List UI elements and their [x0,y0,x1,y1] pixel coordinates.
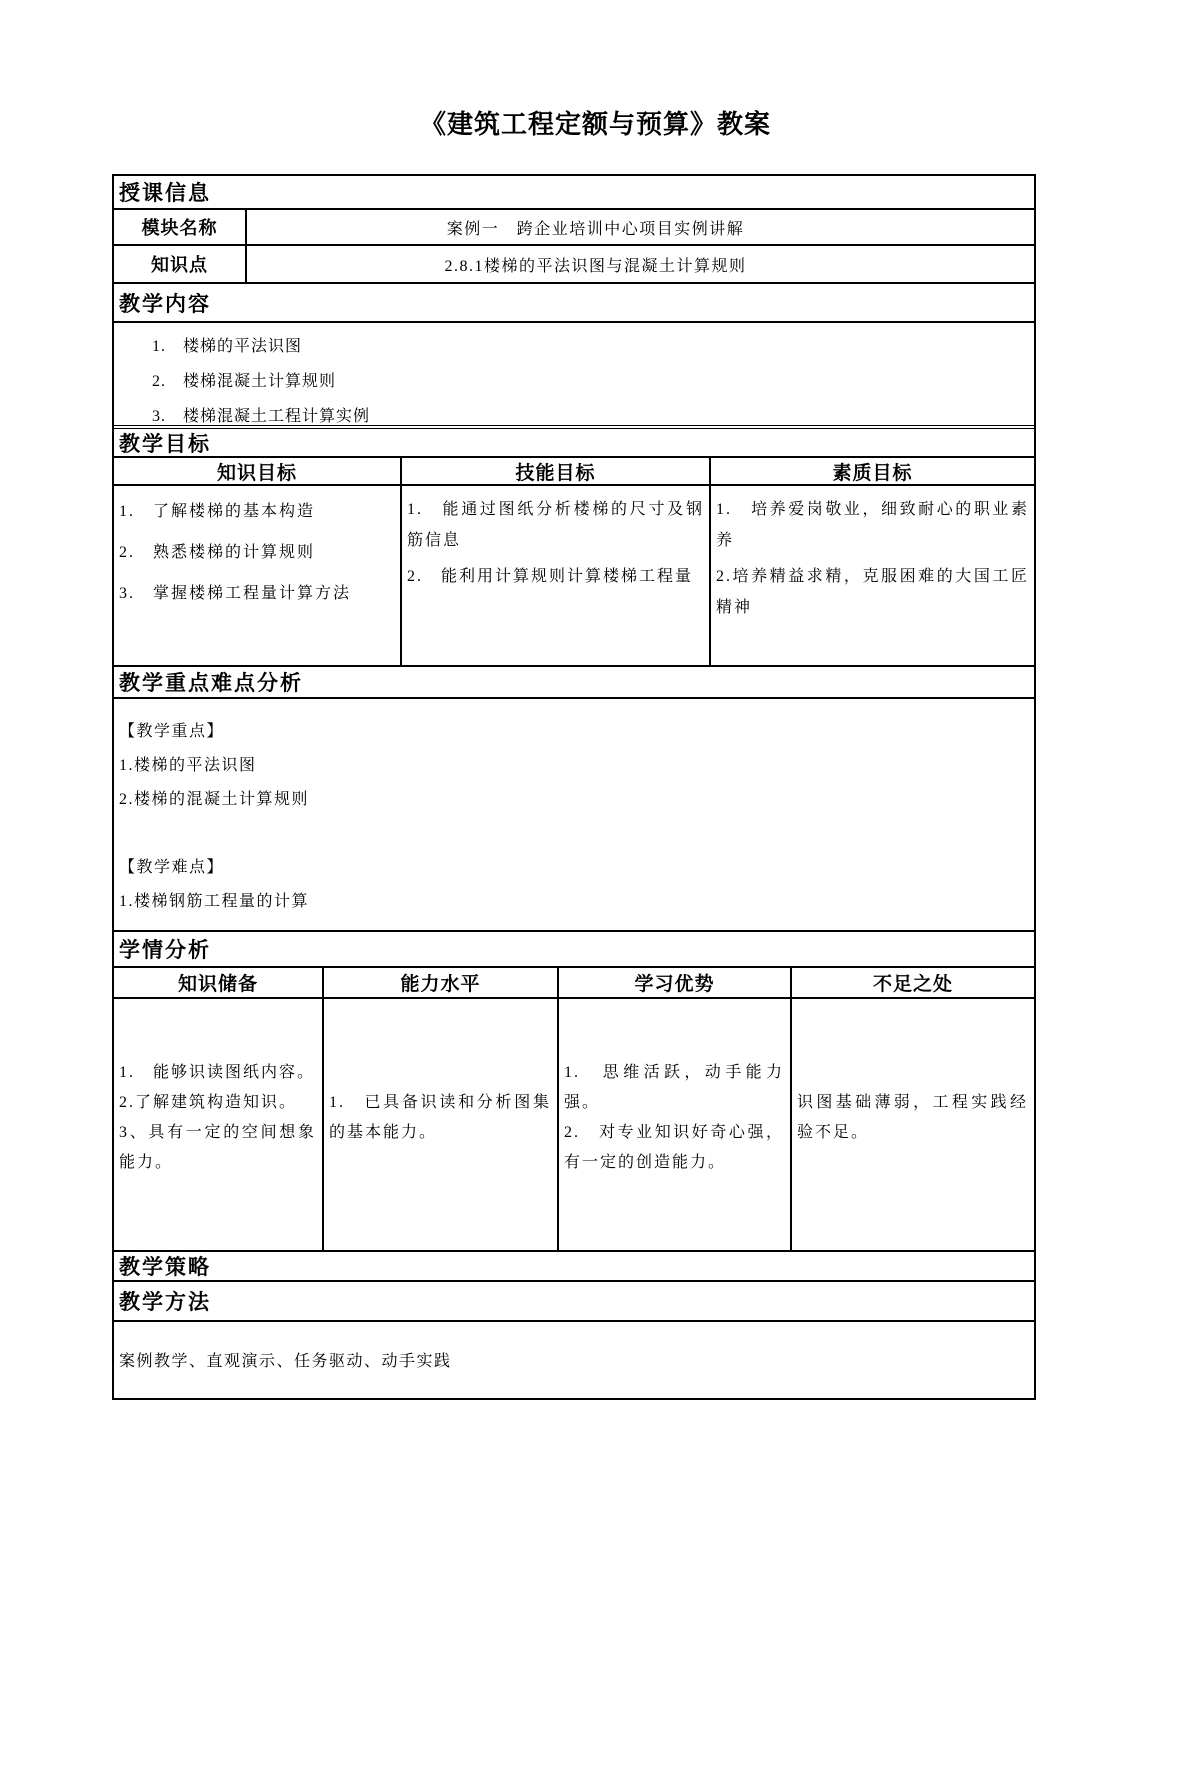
key-difficulty-content-row [114,697,1034,930]
learner-column-header-row [114,966,1034,997]
section-row-teaching-strategy [114,1250,1034,1280]
learner-col-header-strength: 学习优势 [557,968,790,997]
learner-col-header-weakness: 不足之处 [790,968,1034,997]
knowledge-goal-item-2: 2. 熟悉楼梯的计算规则 [119,544,316,561]
knowledge-base-item-1: 1. 能够识读图纸内容。 [119,1063,316,1081]
quality-goal-item-1: 1. 培养爱岗敬业，细致耐心的职业素养 [716,501,1029,549]
teaching-content-list [114,323,1034,425]
goal-col-header-skill: 技能目标 [400,458,709,484]
section-row-teaching-method [114,1280,1034,1320]
lesson-plan-table [112,174,1036,1400]
section-header-teaching-strategy: 教学策略 [119,1256,211,1279]
key-point-item-2: 2.楼梯的混凝土计算规则 [119,791,310,808]
quality-goals-cell [709,486,1034,665]
knowledge-base-item-3: 3、具有一定的空间想象能力。 [119,1123,316,1171]
quality-goal-item-2: 2.培养精益求精，克服困难的大国工匠精神 [716,568,1029,616]
key-points-title: 【教学重点】 [119,723,225,740]
page-title: 《建筑工程定额与预算》教案 [419,109,771,139]
teaching-content-item-3: 3. 楼梯混凝土工程计算实例 [152,408,371,425]
learning-strength-item-2: 2. 对专业知识好奇心强，有一定的创造能力。 [564,1123,784,1171]
teaching-content-body-row [114,321,1034,425]
goals-content-row [114,484,1034,665]
learner-col-header-knowledge-base: 知识储备 [177,974,258,995]
knowledge-point-label: 知识点 [151,255,208,275]
difficulty-title: 【教学难点】 [119,859,225,876]
section-header-key-difficulty: 教学重点难点分析 [119,672,303,695]
module-name-label: 模块名称 [141,218,218,238]
teaching-content-item-2: 2. 楼梯混凝土计算规则 [152,373,337,390]
section-header-teaching-content: 教学内容 [119,292,211,316]
skill-goal-item-1: 1. 能通过图纸分析楼梯的尺寸及钢筋信息 [407,501,704,549]
knowledge-goals-cell [114,486,400,665]
section-row-key-difficulty [114,665,1034,697]
learning-strength-item-1: 1. 思维活跃，动手能力强。 [564,1063,784,1111]
goal-col-header-knowledge: 知识目标 [216,462,297,484]
goals-column-header-row [114,456,1034,484]
goal-col-header-quality: 素质目标 [709,458,1034,484]
learner-content-row [114,997,1034,1250]
knowledge-base-cell [114,999,322,1250]
learner-col-header-ability: 能力水平 [322,968,557,997]
teaching-content-item-1: 1. 楼梯的平法识图 [152,338,303,355]
difficulty-item-1: 1.楼梯钢筋工程量的计算 [119,893,310,910]
skill-goals-cell [400,486,709,665]
knowledge-goal-item-1: 1. 了解楼梯的基本构造 [119,503,316,520]
section-header-teaching-method: 教学方法 [119,1291,211,1314]
knowledge-goal-item-3: 3. 掌握楼梯工程量计算方法 [119,585,352,602]
key-difficulty-cell [114,699,1034,930]
module-name-row [114,208,1034,244]
teaching-method-content: 案例教学、直观演示、任务驱动、动手实践 [119,1353,452,1370]
section-header-teaching-info: 授课信息 [119,182,211,205]
weakness-cell [790,999,1034,1250]
ability-level-cell [322,999,557,1250]
key-point-item-1: 1.楼梯的平法识图 [119,757,257,774]
learning-strength-cell [557,999,790,1250]
teaching-method-content-row [114,1320,1034,1398]
skill-goal-item-2: 2. 能利用计算规则计算楼梯工程量 [407,568,694,585]
section-row-teaching-info [114,176,1034,208]
module-name-value: 案例一 跨企业培训中心项目实例讲解 [245,210,1034,244]
knowledge-point-value: 2.8.1楼梯的平法识图与混凝土计算规则 [245,246,1034,282]
section-row-teaching-goals [114,425,1034,456]
section-row-learner-analysis [114,930,1034,966]
knowledge-base-item-2: 2.了解建筑构造知识。 [119,1093,298,1111]
section-row-teaching-content [114,282,1034,321]
section-header-learner-analysis: 学情分析 [119,939,211,962]
ability-level-item-1: 1. 已具备识读和分析图集的基本能力。 [329,1093,551,1141]
weakness-item-1: 识图基础薄弱，工程实践经验不足。 [797,1093,1028,1141]
section-header-teaching-goals: 教学目标 [119,432,211,456]
knowledge-point-row [114,244,1034,282]
